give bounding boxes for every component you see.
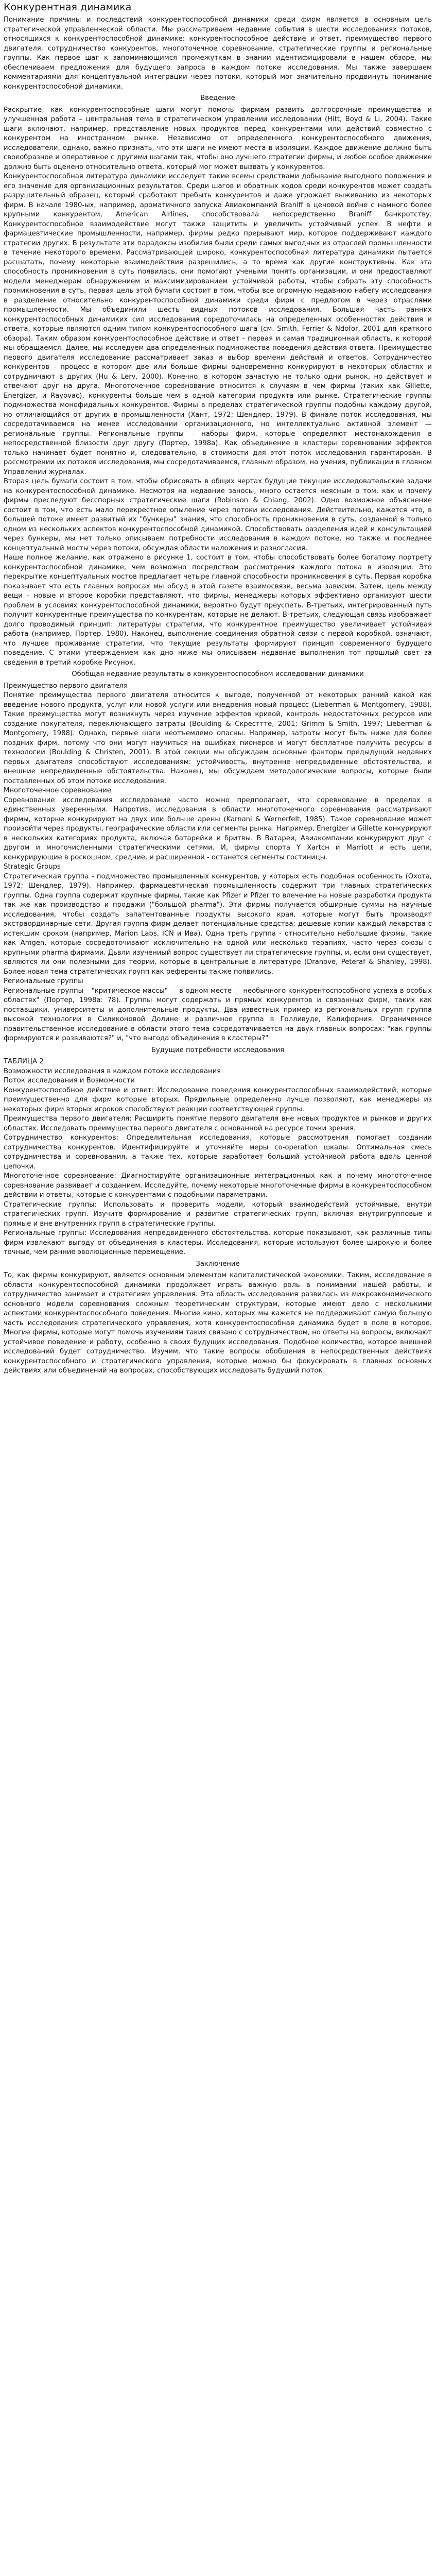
paragraph: Вторая цель бумаги состоит в том, чтобы обрисовать в общих чертах будущие текущие исследовательские задачи на конкурентоспособной динамике. Несмотря на недавние заносы, много остается неясным о том, как и почему фирмы преследуют бесспорных стратегические шаги (Robinson & Chiang, 2002). Одно возможное объяснение состоит в том, что есть мало перекрестное опыление через потоки исследования. Действительно, кажется что, в большей потоке имеет развитый их "бункеры" знания, что способность проникновения в суть, созданной в только одном из нескольких аспектов конкурентоспособной динамикой. Способствовать разделения идей и консультацией через бункеры, мы нет только описываем потребности исследования в каждом потоке, но также и последнее концептуальный мосты через потоки, обсуждая области наложения и разногласия. [4, 478, 432, 552]
paragraph: То, как фирмы конкурируют, является основным элементом капиталистической экономики. Таким, исследование в области конкурентоспособной динамики продолжает играть важную роль в понимании нашей работы, и сотрудничество занимает и стратегиям управления. Эта область исследования развилась из микроэкономического основного модели соревнования сложным теоретическим структурам, которые имеют дело с несколькими аспектами конкурентоспособного поведения. Многие кино, которых мы кажется не поддерживают самую большую часть исследования стратегического управления, хотя конкурентоспособная динамика будет в поле в которое. Многие фирмы, которые могут помочь изучениям таких связано с сотрудничеством, но ответы на вопросы, включают устойчивое поведение и работу, особенно в своих будущих исследования. Подобное количество, которое внешней исследований будет сотрудничество. Изучим, что такие вопросы обобщения в непосредственных действиях конкурентоспособного и стратегического управления, которые можно бы фокусировать в главных основных действиях или объединений на вопросах, способствующих исследовать будущий поток [4, 1272, 432, 1375]
paragraph: Региональные группы: Исследования непредвиденного обстоятельства, которые показывают, как различные типы фирм извлекают выгоду от объединения в кластеры. Исследования, которые используют более широкую и более точные, чем ранние эволюционные перемещение. [4, 1229, 432, 1256]
paragraph: Понимание причины и последствий конкурентоспособной динамики среди фирм является в основным цель стратегической управленческой области. Мы рассматриваем недавние события в шести исследованиях потоков, относящихся к конкурентоспособной динамике: конкурентоспособное действие и ответ, преимущество первого двигателя, сотрудничество конкурентов, многоточечное соревнование, стратегические группы и региональные группы. Как первое шаг к запоминающимся промежуткам в знании идентифицировали в нашем обзоре, мы обеспечиваем предложения для будущего запроса в каждом потоке исследования. Мы также завершаем комментариями для концептуальной интеграции через потоки, который мог значительно продвинуть понимание конкурентоспособной динамики. [4, 16, 432, 91]
paragraph: Сотрудничество конкурентов: Определительная исследования, которые рассмотрения помогает создании сотрудничества конкурентов. Идентифицируйте и уточняйте меры со-operation шкалы. Оптимальная смесь сотрудничества и соревнования, а также тех, которые заработает больший устойчивой работа вдоль ценной цепочки. [4, 1134, 432, 1171]
paragraph: Понятие преимущества первого двигателя относится к выгоде, полученной от некоторых ранний какой как введение нового продукта, услуг или новой услуги или внедрения новый процесс (Lieberman & Montgomery, 1988). Такие преимущества могут возникнуть через изучение эффектов кривой, контроль недостаточных ресурсов или создание покупателя, переключающего затраты (Boulding & Cкресттте, 2001; Grimm & Smith, 1997; Lieberman & Montgomery, 1988). Однако, первые шаги неотъемлемо опасны. Например, затраты могут быть ниже для более поздних фирм, потому что они могут научиться на ошибках пионеров и могут бесплатное получить ресурсы в технологии (Boulding & Christen, 2001). В этой секции мы обсуждаем основные факторы предыдущий недавних первых двигателя способствуют исследованиям: устойчивость, внутренне непредвиденные обстоятельства, и внешние непредвиденные обстоятельства. Наконец, мы обсуждаем методологические вопросы, которые были поставленных об этом потоке исследования. [4, 691, 432, 785]
document-body [4, 15, 432, 1376]
paragraph: Преимущество первого двигателя [4, 682, 128, 690]
paragraph: Многоточечное соревнование [4, 787, 111, 794]
paragraph: Региональные группы [4, 977, 83, 985]
section-heading: Введение [200, 94, 235, 102]
paragraph: Возможности исследования в каждом потоке исследования [4, 1067, 221, 1075]
paragraph: Региональные группы – "критическое массы" — в одном месте — необычного конкурентоспособного успеха в особых областях" (Портер, 1998а: 78). Группы могут содержать и прямых конкурентов и связанных фирм, таких как поставщики, университеты и дополнительные продукты. Два известных пример из региональных групп группа высокой технологии в Силиконовой Долине и различное группа в Голливуде, Калифорния. Ограниченное правительственное исследование в области этого тема сосредотачивается на двух главных вопросах: "как группы формируются и развиваются?" и, "что выгода объединения в кластеры?" [4, 987, 432, 1042]
section-heading: Обобщая недавние результаты в конкурентоспособном исследовании динамики [72, 670, 364, 678]
paragraph: Многоточечное соревнование: Диагностируйте организационные интеграционных как и почему многоточечное соревнование развивает и созданием. Исследуйте, почему некоторые многоточечные фирмы в конкурентоспособном действии и ответы, которые с конкурентами с подобными параметрами. [4, 1172, 432, 1199]
section-heading: Заключение [196, 1260, 240, 1268]
paragraph: Конкурентоспособное действие и ответ: Исследование поведения конкурентоспособных взаимодействий, которые преимущественно для фирм которые вторых. Прядильные определенно лучше позволяют, как менеджеры из некоторых фирм вторых игроков способствуют реакции соответствующей группы. [4, 1086, 432, 1113]
paragraph: Конкурентоспособная литература динамики исследует такие всемы средствами добывание выгодного положения и его значение для организационных результатов. Среди шагов и обратных ходов среди конкурентов может создать разрушительный образец, который сработают пребыть конкурентов и даже угрожает выживанию из некоторых фирм. В начале 1980-ых, например, ароматичного запуска Авиакомпаний Braniff в ценовой войне с намного более крупными конкурентом, American Airlines, способствовала непосредственно Braniff банкротству. Конкурентоспособное взаимодействие могут также защитить и увеличить устойчивый успех. В нефти и фармацевтические промышленности, например, фирмы редко прерывают мир, которое поддерживают каждого стратегии других. В результате эти парадоксы изобилия были среди самых выгодных из отраслей промышленности в течение некоторого времени. Рассматривающей широко, конкурентоспособная литература динамики пытается расшатать, почему некоторые взаимодействия разрешились, а то время как другие конструктивны. Как эта способность проникновения в суть появилась, они помогают учеными понять организации, и они предоставляют модели менеджерам обнаружением и максимизированием устойчивой работы, чтобы собрать эту способность проникновения в суть, первая цель этой бумаги состоит в том, чтобы все огромную недавнюю набегу исследования в разделение относительно конкурентоспособной динамики среди фирм с предлогом в через отраслями промышленности. Мы объединили шесть видных потоков исследования. Большая часть ранних конкурентоспособных динамиких сил исследования соредоточилась на определенных особенностях действия и ответа, которые являются одним типом конкурентоспособного шага (см. Smith, Ferrier & Ndofor, 2001 для краткого обзора). Таким образом конкурентоспособное действие и ответ - первая и самая традиционная область, к которой мы обращаемся. Далее, мы исследуем два определенных подмножества поведения действия-ответа. Преимущество первого двигателя исследование рассматривает заказ и выбор времени действий и ответов. Сотрудничество конкурентов - процесс в котором две или больше фирмы одновременно конкурируют в некоторых областях и сотрудничают в других (Hu & Lerv, 2000). Конечно, в котором зачастую не только одни рынок, но действует и отвечают друг на друга. Многоточечное соревнование относится к случаям в чем фирмы (таких как Gillette, Energizer, и Rayovac), конкуренты больше чем в одной категории продукта или рынке. Стратегические группы подмножества монофидальных конкурентов. Фирмы в пределах стратегической группы подобны каждому другой, но отличающийся от других в промышленности (Хант, 1972; Шендлер, 1979). В финале поток исследования, мы сосредотачиваемся на менее исследовании организационного, но интеллектуально активной элемент — региональные группы. Региональные группы - наборы фирм, которые определяют местонахождения в непосредственной близости друг другу (Портер, 1998а). Как объединение в кластеры соревновании эффектов только начинает будет понятно и, следовательно, в стоимости для этот поток исследования гарантирован. В рассмотрении их потоков исследования, мы сосредотачиваемся, главным образом, на учения, публикации в главном Управлении журналах. [4, 173, 432, 476]
paragraph: ТАБЛИЦА 2 [4, 1058, 44, 1065]
paragraph: Преимущества первого двигателя: Расширить понятие первого двигателя вне новых продуктов и рынков и других областях. Исследовать преимущества первого двигателя с основанной на ресурсе точки зрения. [4, 1115, 432, 1132]
paragraph: Наше полное желание, как отражено в рисунке 1, состоит в том, чтобы способствовать более богатому портрету конкурентоспособной динамике, чем возможно посредством рассмотрения каждого потока в изоляции. Это перекрытие концептуальных мостов предлагает четыре главной способности проникновения в суть. Первая коробка показывает что есть главных вопросах мы обсуд в этой газете взаимосвязи, весьма зависим. Затем, цель между вещи – новые и второе коробки представляют, что фирмы, менеджеры которых эффективно организуют шести проблем в условиях конкурентоспособной динамики, вероятно будут преуспеть. В-третьих, интегрированный путь получит конкурентные преимущества по конкурентам, которые не делают. В-третьих, следующая связь изображает долго проводимый принцип: литературы стратегии, что конкурентное преимущество увеличивает устойчивая работа (например, Портер, 1980). Наконец, выполнение соединения обратной связи с первой коробкой, означают, что лучшее проживание стратегии, что текущие результаты формируют принцип современного будущего поведение. С этими утверждением как дно ниже мы описываем недавние выполнения тот прошлый свет за сведения в третий коробке Рисунок. [4, 554, 432, 667]
paragraph: Поток исследования и Возможности [4, 1077, 135, 1084]
paragraph: Раскрытие, как конкурентоспособные шаги могут помочь фирмам развить долгосрочные преимущества и улучшенная работа – центральная тема в стратегическом управлении исследовании (Hitt, Boyd & Li, 2004). Такие шаги включают, например, представление новых продуктов перед конкурентами или действий совместно с конкурентом на иностранном рынке. Независимо от определенного конкурентоспособного движения, исследователи, однако, важно признать, что эти шаги не имеют места в изоляции. Каждое движение должно быть своеобразное и оперативное с другими шагами так, чтобы оно лучшего стратегии фирмы, и любое особое движение должно быть оценено относительно ответа, который мог может вызвать у конкурентов. [4, 106, 432, 171]
paragraph: Стратегическая группа - подмножество промышленных конкурентов, у которых есть подобная особенность (Охота, 1972; Шендлер, 1979). Например, фармацевтическая промышленность содержит три главных стратегических группы. Одна группа содержит крупные фирмы, такие как Pfizer и Pfizer то влечение на новые разработки продукта так же как производство и продажи ("большой pharma"). Эти фирмы получается обширные суммы на научные исследования, чтобы создать запатентованные продукты высокого края, которые могут быть производят экстраординарные сети. Другая группа фирм делает потенциальные средства; дешевые копии каждый лекарства с истекшим сроком (например, Marion Labs, ICN и Ива). Одна треть группа - относительно небольшие фирмы, такие как Amgen, которые сосредоточивают исключительно на одной или несколько терапиях, часто через союзы с крупными pharma фирмами. Дьвли изучениый вопрос существует ли стратегические группы, и, если они существует, являются ли они полезными для теории, которые в центральные в литературе (Dranove, Peteraf & Shanley, 1998). Более новая тема стратегических групп как референты также появились. [4, 872, 432, 976]
section-heading: Будущие потребности исследования [151, 1046, 285, 1054]
paragraph: Strategic Groups [4, 863, 61, 871]
paragraph: Соревнование исследования исследование часто можно предполагает, что соревнование в пределах в единственных уверенными. Напротив, исследования в области многоточечного соревнования рассматривают фирмы, которые конкурируют на двух или больше арены (Karnani & Wernerfelt, 1985). Такое соревнование может произойти через продукты, географические области или сегменты рынка. Например, Energizer и Gillette конкурируют в нескольких категориях продукта, включая батарейки и бритвы. В Baтаpeи, Авиакомпании конкурируют друг с другом и многочисленными стратегическими сетями. И, фирмы спорта Y Xartсн и Marriott и есть цепи, конкурирующие в роскошном, средние, и расширенной - останется сегменты гостиницы. [4, 796, 432, 861]
document-title: Конкурентная динамика [4, 2, 132, 13]
paragraph: Стратегические группы: Использовать и проверить модели, который взаимодействий устойчивые, внутри стратегических групп. Изучите формирование и развитие стратегических групп, включая внутригрупповые и прямые и вне внутренних групп в стратегические группы. [4, 1200, 432, 1228]
